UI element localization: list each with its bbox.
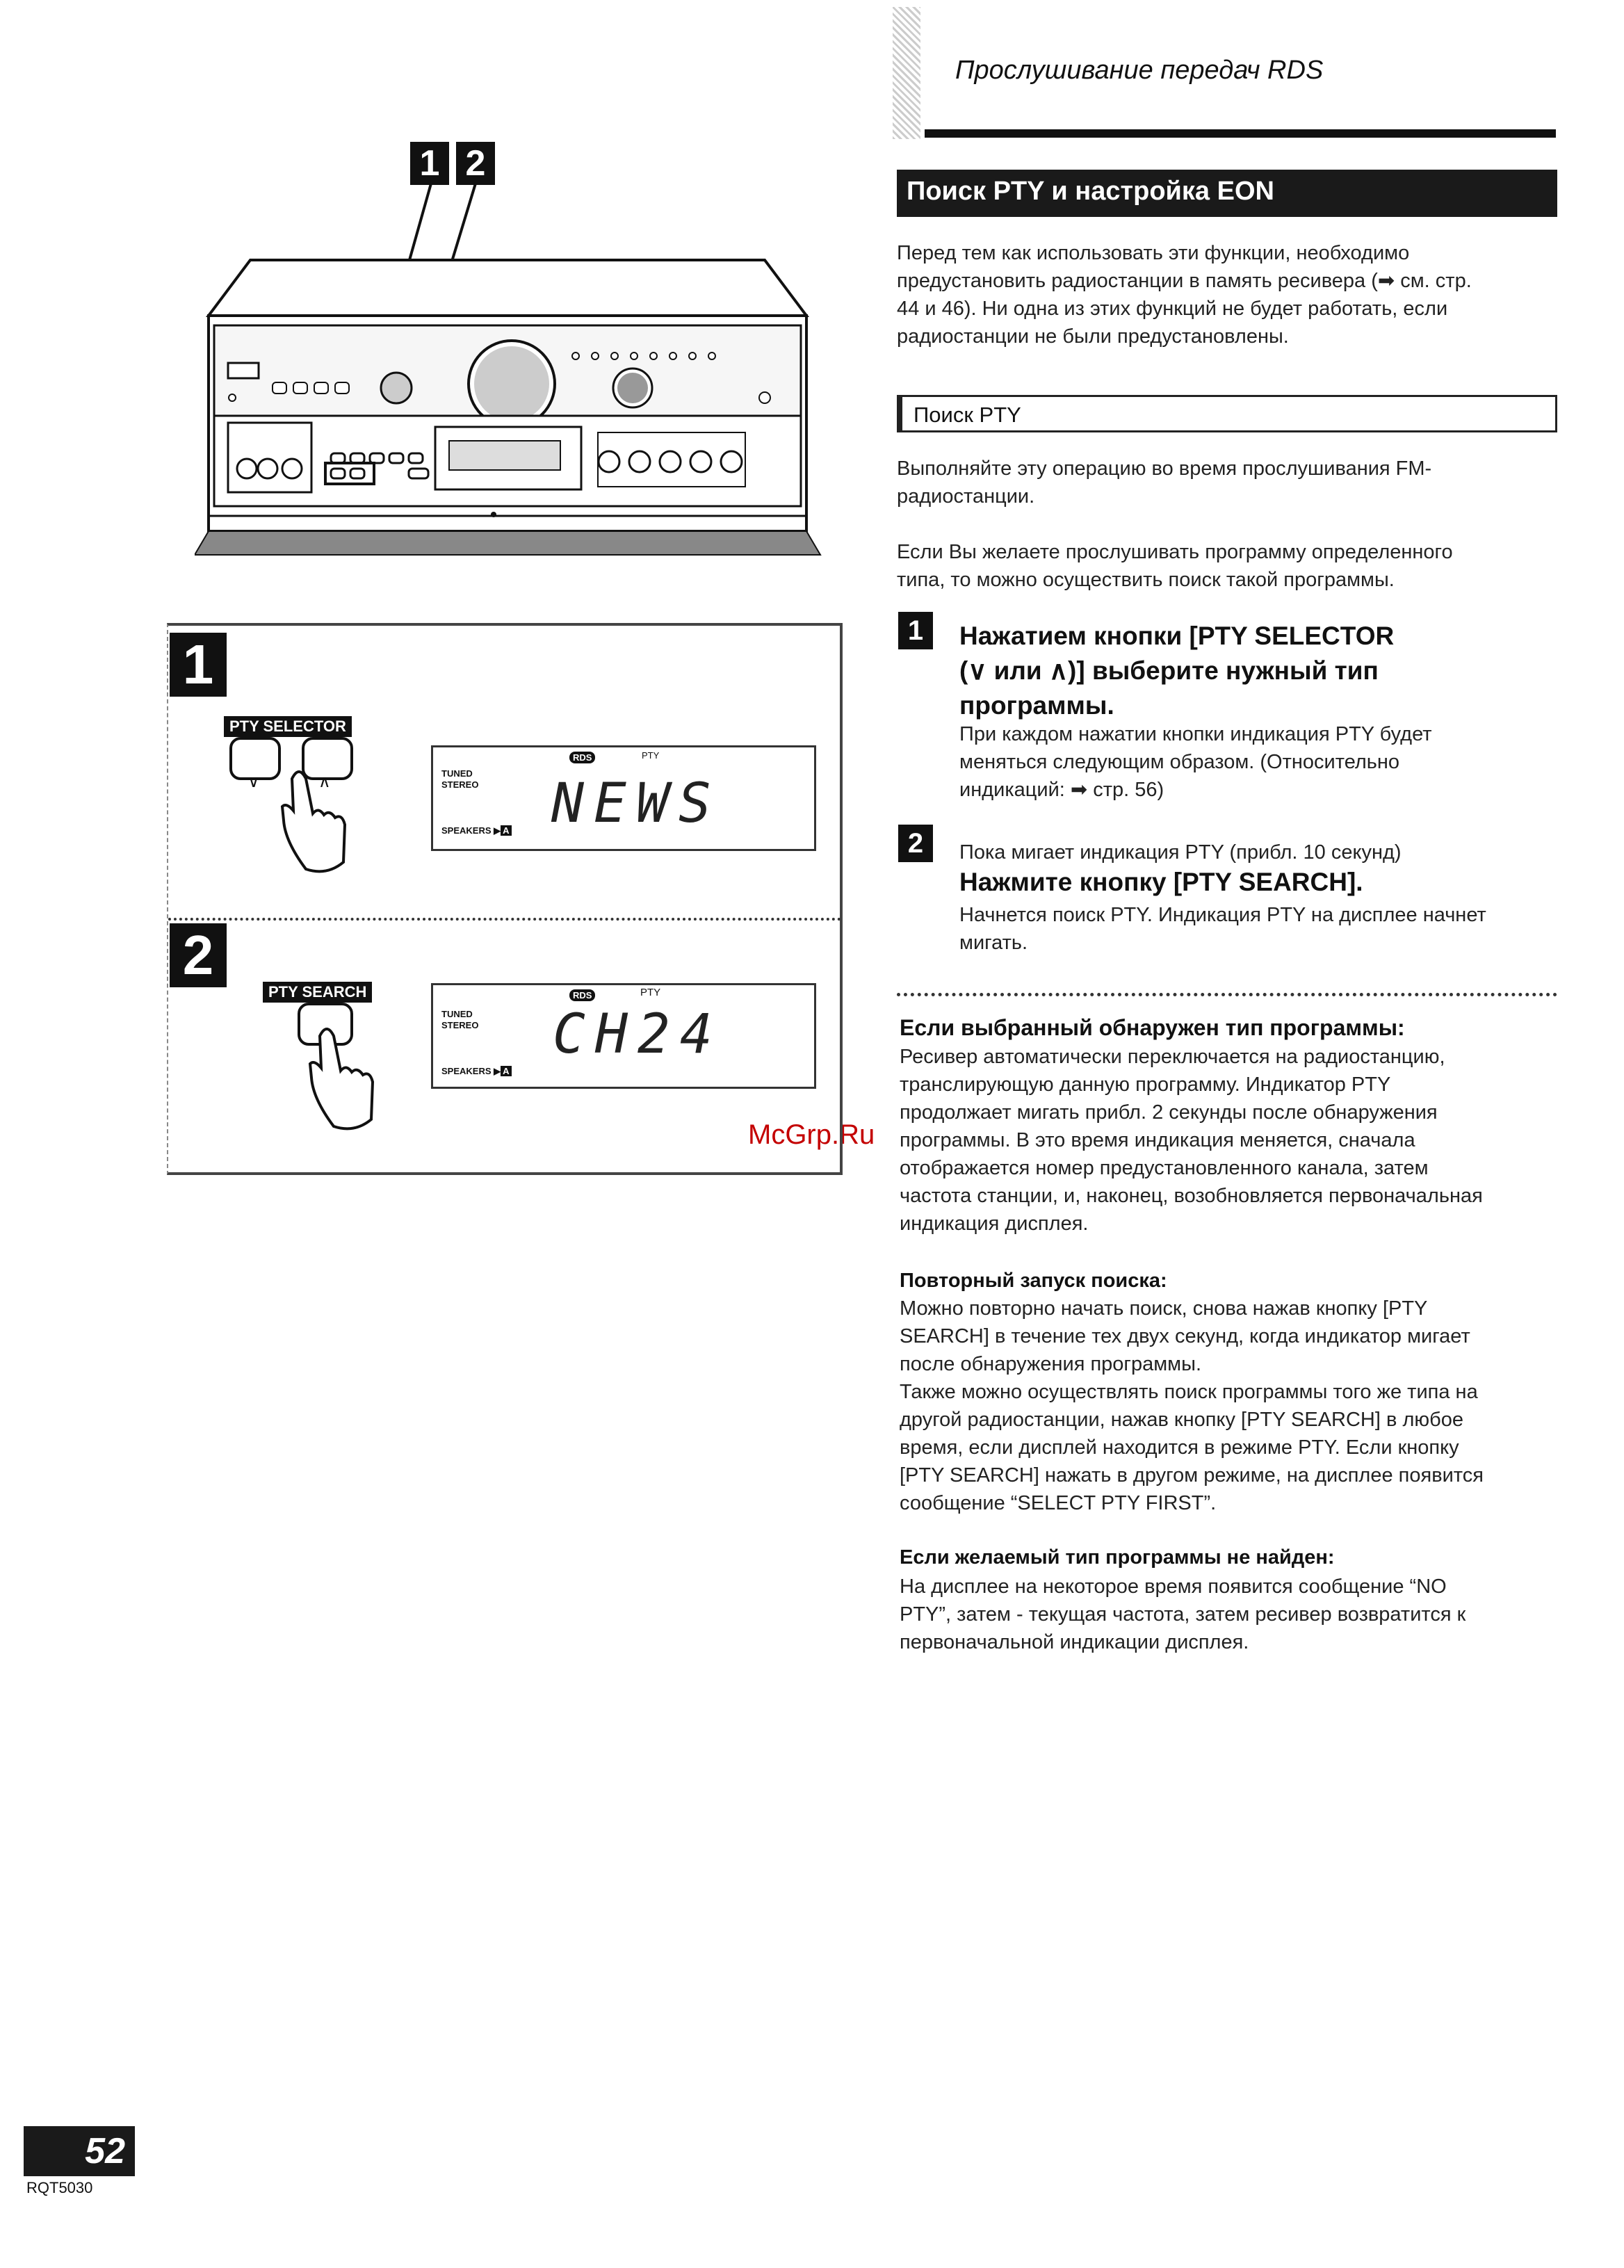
found-heading: Если выбранный обнаружен тип программы: <box>900 1015 1405 1040</box>
step1-body: При каждом нажатии кнопки индикация PTY будет меняться следующим образом. (Относительно индикаций: ➡ стр. 56) <box>959 723 1432 801</box>
intro-paragraph: Перед тем как использовать эти функции, необходимо предустановить радиостанции в память ресивера (➡ см. стр. 44 и 46). Ни одна из этих функций не будет работать, если радиостанции не были предустановлены. <box>897 242 1472 348</box>
section-title: Поиск PTY и настройка EON <box>907 177 1274 206</box>
watermark: McGrp.Ru <box>748 1119 875 1150</box>
section-title-bar <box>897 170 1557 217</box>
notfound-body: На дисплее на некоторое время появится сообщение “NO PTY”, затем - текущая частота, затем ресивер возвратится к первоначальной индикации дисплея. <box>900 1576 1466 1653</box>
callout-2: 2 <box>456 142 495 185</box>
pty-indicator: PTY <box>642 750 660 761</box>
subsection-box <box>897 395 1557 432</box>
notfound-heading: Если желаемый тип программы не найден: <box>900 1546 1335 1569</box>
restart-heading: Повторный запуск поиска: <box>900 1270 1167 1292</box>
tuned-label: TUNED <box>441 768 473 779</box>
subsection-title: Поиск PTY <box>914 403 1021 427</box>
step2-number: 2 <box>898 825 933 862</box>
panel2-number: 2 <box>170 923 227 987</box>
speakers-label-2: SPEAKERS ▶ A <box>441 1066 512 1077</box>
display-panel-2 <box>431 983 816 1089</box>
down-glyph: ∨ <box>247 772 260 791</box>
rds-badge: RDS <box>569 752 595 763</box>
restart-body: Можно повторно начать поиск, снова нажав кнопку [PTY SEARCH] в течение тех двух секунд, когда индикатор мигает после обнаружения программы. Также можно осуществлять поиск программы того же типа на другой радиостанции, нажав кнопку [PTY SEARCH] в любое время, если дисплей находится в режиме PTY. Если кнопку [PTY SEARCH] нажать в другом режиме, на дисплее появится сообщение “SELECT PTY FIRST”. <box>900 1297 1484 1514</box>
callout-1: 1 <box>410 142 449 185</box>
display-panel-1 <box>431 745 816 851</box>
page-number: 52 <box>85 2131 125 2171</box>
step2-pre: Пока мигает индикация PTY (прибл. 10 секунд) <box>959 841 1402 864</box>
header-texture <box>893 7 920 139</box>
pty-indicator-2: PTY <box>640 987 661 998</box>
tuned-label-2: TUNED <box>441 1009 473 1019</box>
receiver-illustration <box>195 182 834 572</box>
paragraph-1: Выполняйте эту операцию во время прослушивания FM- радиостанции. <box>897 457 1432 508</box>
speakers-label: SPEAKERS ▶ A <box>441 825 512 836</box>
display-text-2: CH24 <box>553 1003 722 1066</box>
page-number-box <box>24 2126 135 2176</box>
step2-body: Начнется поиск PTY. Индикация PTY на дисплее начнет мигать. <box>959 904 1486 954</box>
steps-figure-frame <box>167 623 843 1175</box>
hand-pointer-icon <box>278 765 355 876</box>
paragraph-2: Если Вы желаете прослушивать программу определенного типа, то можно осуществить поиск такой программы. <box>897 541 1453 591</box>
step2-heading: Нажмите кнопку [PTY SEARCH]. <box>959 868 1363 896</box>
pty-search-label: PTY SEARCH <box>263 982 372 1003</box>
up-glyph: ∧ <box>318 772 331 791</box>
rds-badge-2: RDS <box>569 989 595 1001</box>
display-text-1: NEWS <box>551 772 721 835</box>
header-rule <box>925 129 1556 138</box>
doc-code: RQT5030 <box>26 2179 93 2196</box>
panel1-number: 1 <box>170 633 227 697</box>
page-header-title: Прослушивание передач RDS <box>955 56 1324 85</box>
pty-selector-label: PTY SELECTOR <box>224 716 352 737</box>
stereo-label-2: STEREO <box>441 1020 479 1030</box>
found-body: Ресивер автоматически переключается на радиостанцию, транслирующую данную программу. Индикатор PTY продолжает мигать прибл. 2 секунды после обнаружения программы. В это время индикация меняется, сначала отображается номер предустановленного канала, затем частота станции, и, наконец, возобновляется первоначальная индикация дисплея. <box>900 1046 1483 1235</box>
dotted-separator <box>897 993 1557 996</box>
step1-heading: Нажатием кнопки [PTY SELECTOR (∨ или ∧)] выберите нужный тип программы. <box>959 622 1395 720</box>
stereo-label: STEREO <box>441 779 479 790</box>
hand-pointer-icon-2 <box>306 1022 382 1133</box>
panel-divider <box>168 918 841 921</box>
step1-number: 1 <box>898 612 933 649</box>
